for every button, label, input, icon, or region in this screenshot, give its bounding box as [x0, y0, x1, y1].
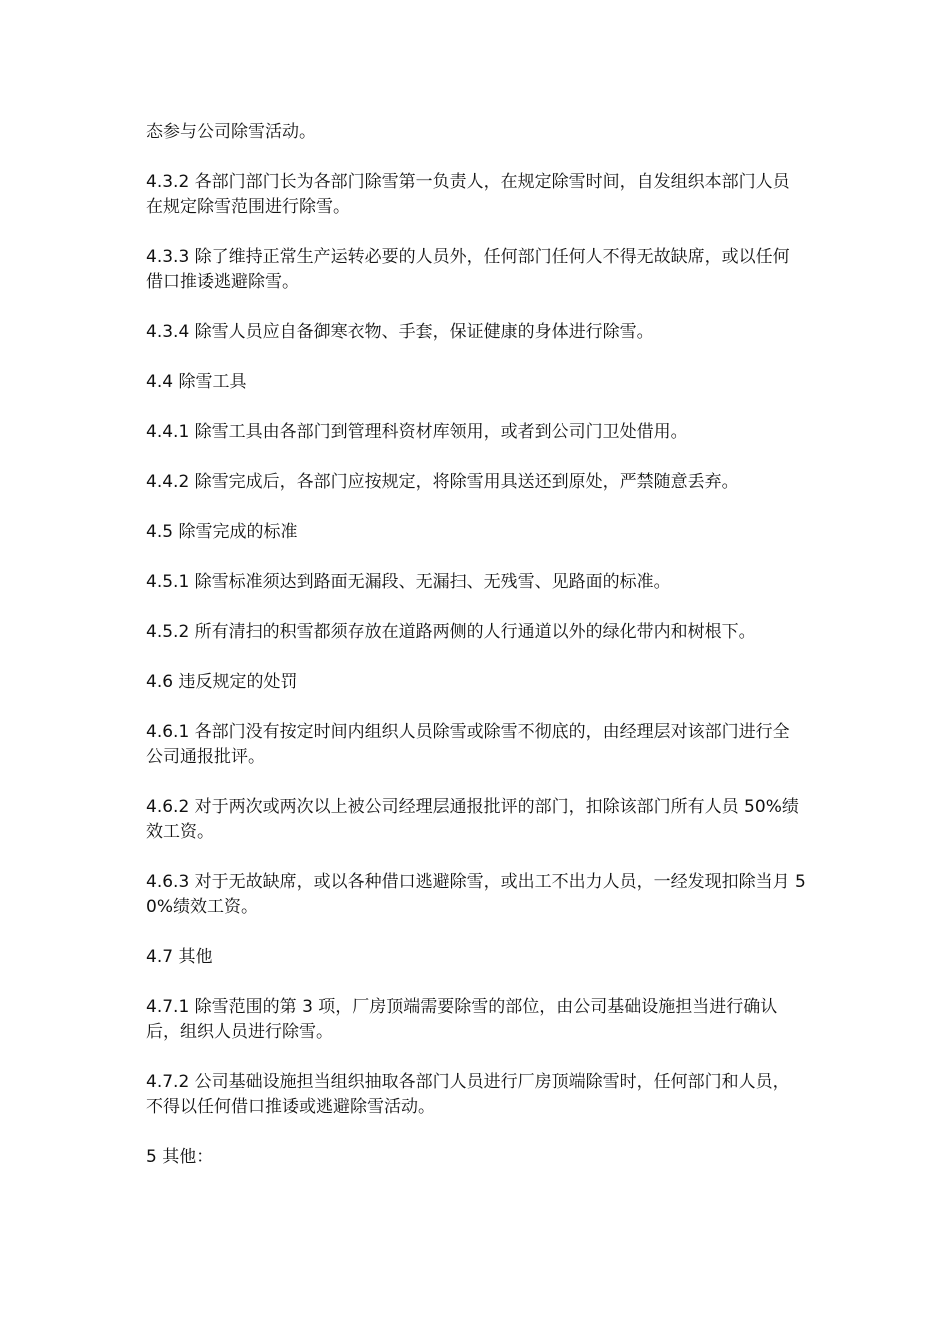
clause-4-6-1: 4.6.1 各部门没有按定时间内组织人员除雪或除雪不彻底的，由经理层对该部门进行全公司通报批评。 — [146, 722, 790, 767]
paragraph-continuation: 态参与公司除雪活动。 — [146, 122, 316, 142]
heading-5: 5 其他： — [146, 1147, 214, 1167]
clause-4-3-3: 4.3.3 除了维持正常生产运转必要的人员外，任何部门任何人不得无故缺席，或以任何借口推诿逃避除雪。 — [146, 247, 790, 292]
clause-4-6-3: 4.6.3 对于无故缺席，或以各种借口逃避除雪，或出工不出力人员，一经发现扣除当月 50%绩效工资。 — [146, 872, 806, 917]
heading-4-5: 4.5 除雪完成的标准 — [146, 522, 298, 542]
document-body — [146, 120, 806, 1195]
clause-4-4-2: 4.4.2 除雪完成后，各部门应按规定，将除雪用具送还到原处，严禁随意丢弃。 — [146, 472, 739, 492]
clause-4-7-2: 4.7.2 公司基础设施担当组织抽取各部门人员进行厂房顶端除雪时，任何部门和人员，不得以任何借口推诿或逃避除雪活动。 — [146, 1072, 790, 1117]
heading-4-7: 4.7 其他 — [146, 947, 213, 967]
clause-4-5-1: 4.5.1 除雪标准须达到路面无漏段、无漏扫、无残雪、见路面的标准。 — [146, 572, 671, 592]
heading-4-4: 4.4 除雪工具 — [146, 372, 247, 392]
heading-4-6: 4.6 违反规定的处罚 — [146, 672, 298, 692]
clause-4-5-2: 4.5.2 所有清扫的积雪都须存放在道路两侧的人行通道以外的绿化带内和树根下。 — [146, 622, 756, 642]
clause-4-4-1: 4.4.1 除雪工具由各部门到管理科资材库领用，或者到公司门卫处借用。 — [146, 422, 688, 442]
clause-4-3-4: 4.3.4 除雪人员应自备御寒衣物、手套，保证健康的身体进行除雪。 — [146, 322, 654, 342]
clause-4-6-2: 4.6.2 对于两次或两次以上被公司经理层通报批评的部门，扣除该部门所有人员 50%绩效工资。 — [146, 797, 799, 842]
clause-4-7-1: 4.7.1 除雪范围的第 3 项，厂房顶端需要除雪的部位，由公司基础设施担当进行确认后，组织人员进行除雪。 — [146, 997, 778, 1042]
clause-4-3-2: 4.3.2 各部门部门长为各部门除雪第一负责人，在规定除雪时间，自发组织本部门人员在规定除雪范围进行除雪。 — [146, 172, 790, 217]
